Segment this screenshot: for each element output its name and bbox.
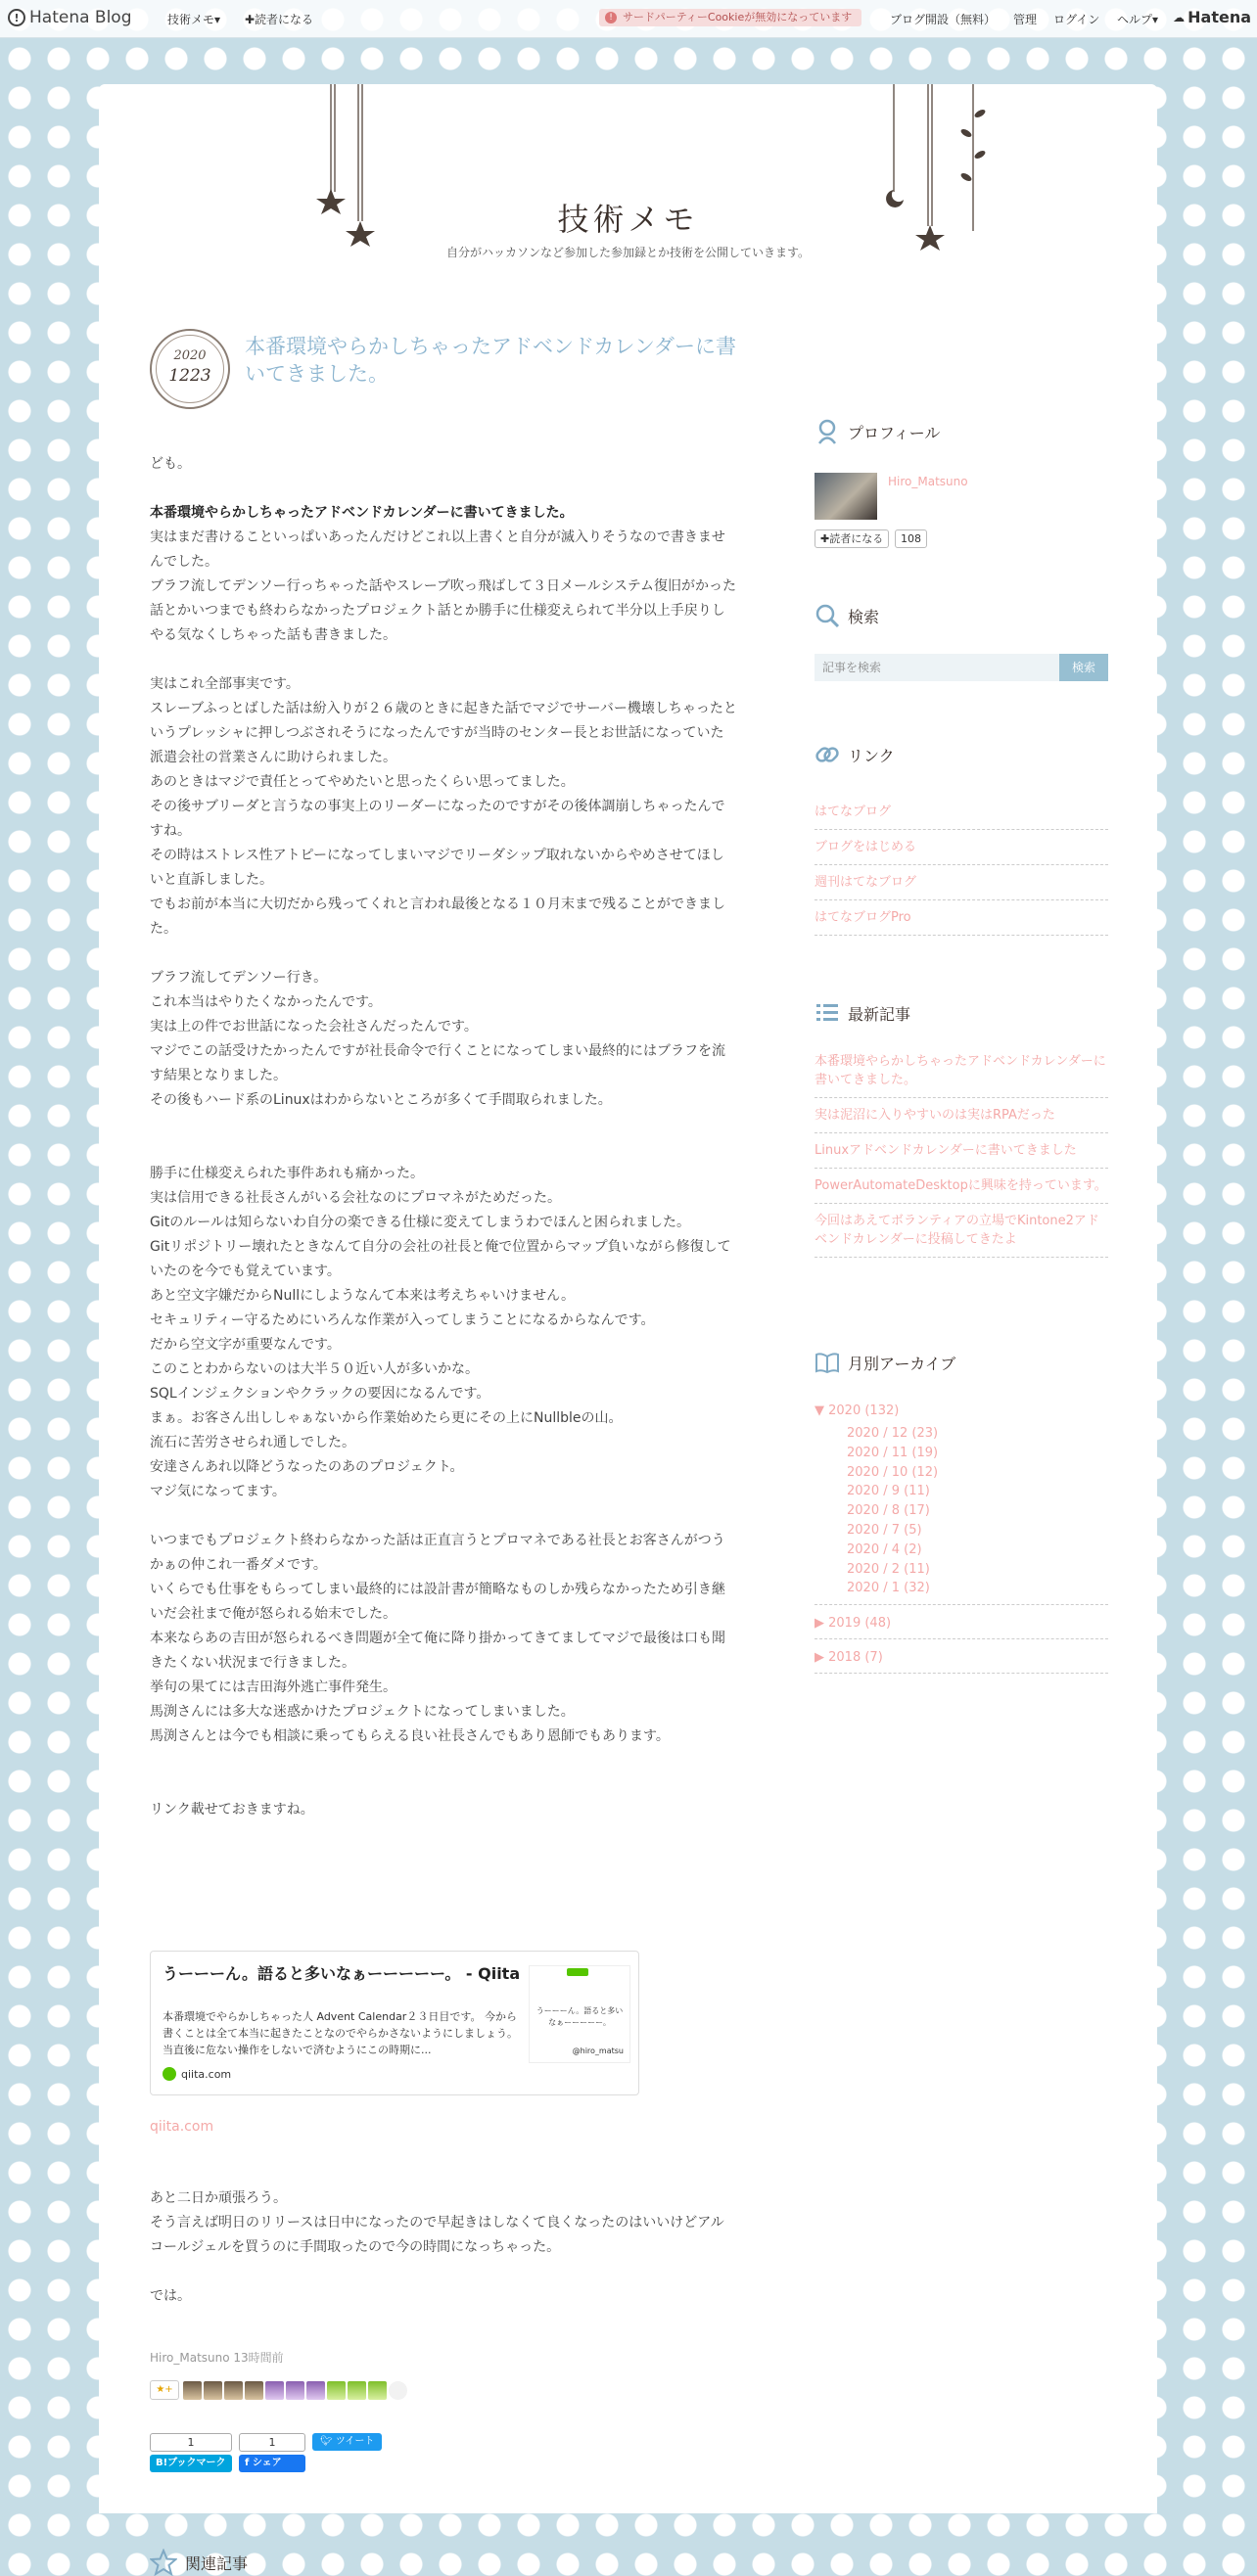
star-user-avatar[interactable]	[306, 2381, 325, 2400]
brand-text: Hatena	[1187, 8, 1251, 26]
reader-count[interactable]: 108	[895, 529, 927, 548]
entry-body	[150, 452, 737, 1822]
avatar[interactable]	[815, 473, 877, 520]
star-user-avatar[interactable]	[389, 2381, 407, 2400]
links-heading	[815, 742, 895, 767]
search-icon	[815, 603, 840, 628]
entry-body-end	[150, 2186, 737, 2309]
blog-description: 自分がハッカソンなど参加した参加録とか技術を公開していきます。	[445, 246, 811, 259]
entry-title[interactable]: 本番環境やらかしちゃったアドベンドカレンダーに書いてきました。	[245, 335, 737, 386]
profile-heading	[815, 419, 940, 444]
date-monthday: 1223	[168, 366, 211, 386]
search-input[interactable]	[815, 654, 1059, 681]
blog-title[interactable]: 技術メモ	[557, 201, 699, 238]
embed-thumbnail	[529, 1965, 630, 2063]
paragraph-gap	[150, 1773, 737, 1798]
recent-item[interactable]: 本番環境やらかしちゃったアドベンドカレンダーに書いてきました。	[815, 1052, 1108, 1098]
open-book-icon	[815, 1350, 840, 1375]
embed-site-text: qiita.com	[181, 2067, 232, 2081]
star-user-avatar[interactable]	[327, 2381, 346, 2400]
date-badge[interactable]	[150, 329, 230, 409]
paragraph: まぁ。お客さん出ししゃぁないから作業始めたら更にその上にNullbleの山。	[150, 1410, 623, 1426]
paragraph: Gitのルールは知らないわ自分の楽できる仕様に変えてしまうわでほんと困られました。	[150, 1215, 690, 1230]
link-embed-card[interactable]	[150, 1951, 639, 2095]
paragraph: このことわからないのは大半５０近い人が多いかな。	[150, 1361, 479, 1377]
paragraph: その後もハード系のLinuxはわからないところが多くて手間取られました。	[150, 1092, 612, 1108]
archive-year-link[interactable]: ▶ 2018 (7)	[815, 1650, 883, 1666]
add-star-button[interactable]: ★+	[150, 2380, 179, 2400]
archive-month[interactable]: 2020 / 4 (2)	[847, 1541, 922, 1557]
paragraph: 馬渕さんとは今でも相談に乗ってもらえる良い社長さんでもあり恩師でもあります。	[150, 1728, 670, 1744]
paragraph: だから空文字が重要なんです。	[150, 1337, 341, 1353]
login-link[interactable]: ログイン	[1053, 13, 1100, 26]
recent-title: 最新記事	[848, 1004, 911, 1024]
hanging-decoration-icon	[99, 84, 1157, 270]
archive-year-link[interactable]: ▼ 2020 (132)	[815, 1403, 900, 1418]
archive-month[interactable]: 2020 / 1 (32)	[847, 1581, 930, 1596]
archive-year-2018[interactable]	[815, 1649, 1108, 1667]
paragraph-gap	[150, 648, 737, 672]
warning-icon: !	[605, 12, 617, 23]
archive-list	[815, 1403, 1108, 1683]
recent-heading	[815, 1000, 910, 1026]
paragraph-gap	[150, 1113, 737, 1137]
paragraph-gap	[150, 942, 737, 966]
paragraph: でもお前が本当に大切だから残ってくれと言われ最後となる１０月末まで残ることができました。	[150, 897, 725, 937]
hatena-blog-logo[interactable]	[8, 8, 132, 27]
link-chain-icon	[815, 742, 840, 767]
paragraph: 実は信用できる社長さんがいる会社なのにプロマネがためだった。	[150, 1190, 561, 1206]
link-item[interactable]: 週刊はてなブログ	[815, 865, 1108, 900]
qiita-tag-icon	[567, 1968, 588, 1976]
blog-menu[interactable]: 技術メモ▾	[167, 13, 221, 26]
search-title: 検索	[848, 607, 880, 626]
divider	[815, 1638, 1108, 1639]
paragraph-gap	[150, 1749, 737, 1773]
search-button[interactable]: 検索	[1059, 654, 1108, 681]
cookie-notice-text: サードパーティーCookieが無効になっています	[623, 11, 853, 23]
paragraph: 流石に苦労させられ通しでした。	[150, 1435, 355, 1450]
archive-heading	[815, 1350, 955, 1375]
qiita-link[interactable]: qiita.com	[150, 2119, 214, 2135]
subscribe-link[interactable]: ✚読者になる	[245, 13, 314, 26]
archive-title: 月別アーカイブ	[848, 1354, 956, 1373]
star-user-avatar[interactable]	[204, 2381, 222, 2400]
embed-description: 本番環境でやらかしちゃった人 Advent Calendar２３日目です。 今から書くことは全て本当に起きたことなのでやらかさないようにしましょう。 当直後に危ない操作をしないで済むようにこの時期に...	[163, 2010, 518, 2056]
thumb-text: うーーーん。語ると多いなぁーーーーー。	[535, 2006, 624, 2027]
divider	[815, 1604, 1108, 1605]
help-menu[interactable]: ヘルプ▾	[1117, 13, 1159, 26]
logo-text: Hatena Blog	[29, 8, 132, 27]
search-heading	[815, 603, 879, 628]
link-item[interactable]: ブログをはじめる	[815, 830, 1108, 865]
archive-month[interactable]: 2020 / 7 (5)	[847, 1522, 922, 1538]
paragraph: 実は上の件でお世話になった会社さんだったんです。	[150, 1019, 478, 1035]
star-user-avatar[interactable]	[368, 2381, 387, 2400]
profile-title: プロフィール	[848, 423, 941, 442]
star-user-avatar[interactable]	[224, 2381, 243, 2400]
star-bar	[150, 2380, 409, 2400]
embed-site	[163, 2067, 231, 2081]
hatena-logo-icon: !	[8, 9, 25, 26]
paragraph: では。	[150, 2288, 191, 2304]
share-count: 1	[239, 2433, 305, 2452]
bookmark-button[interactable]: B!ブックマーク	[150, 2455, 232, 2472]
paragraph: 実はこれ全部事実です。	[150, 676, 300, 692]
paragraph: 本番環境やらかしちゃったアドベンドカレンダーに書いてきました。	[150, 505, 574, 521]
facebook-share-widget[interactable]	[239, 2433, 305, 2472]
star-outline-icon	[150, 2549, 177, 2576]
paragraph: マジでこの話受けたかったんですが社長命令で行くことになってしまい最終的にはブラフを流す結果となりました。	[150, 1043, 725, 1083]
archive-year-link[interactable]: ▶ 2019 (48)	[815, 1616, 892, 1632]
star-user-avatar[interactable]	[348, 2381, 366, 2400]
paragraph: 勝手に仕様変えられた事件あれも痛かった。	[150, 1166, 424, 1181]
tweet-label: ツイート	[335, 2436, 375, 2447]
related-title: 関連記事	[185, 2553, 249, 2573]
paragraph: これ本当はやりたくなかったんです。	[150, 994, 382, 1010]
star-user-avatar[interactable]	[286, 2381, 304, 2400]
paragraph: あと空文字嫌だからNullにしようなんて本来は考えちゃいけません。	[150, 1288, 575, 1304]
paragraph: Gitリポジトリー壊れたときなんて自分の会社の社長と俺で位置からマップ負いながら修復していたのを今でも覚えています。	[150, 1239, 731, 1279]
paragraph: いくらでも仕事をもらってしまい最終的には設計書が簡略なものしか残らなかったため引き継いだ会社まで俺が怒られる始末でした。	[150, 1582, 725, 1622]
top-navbar	[0, 0, 1257, 38]
archive-month[interactable]: 2020 / 11 (19)	[847, 1445, 939, 1460]
links-title: リンク	[848, 746, 895, 765]
profile-icon	[815, 419, 840, 444]
profile-name[interactable]: Hiro_Matsuno	[888, 475, 968, 488]
archive-year-2019[interactable]	[815, 1615, 1108, 1633]
paragraph: 本来ならあの吉田が怒られるべき問題が全て俺に降り掛かってきてましてマジで最後は口も聞きたくない状況まで行きました。	[150, 1631, 725, 1671]
qiita-favicon-icon	[163, 2067, 176, 2081]
paragraph-gap	[150, 1137, 737, 1162]
facebook-share-button[interactable]: f シェア	[239, 2455, 305, 2472]
recent-item[interactable]: PowerAutomateDesktopに興味を持っています。	[815, 1169, 1108, 1204]
link-item[interactable]: はてなブログPro	[815, 900, 1108, 936]
hatena-brand[interactable]	[1173, 8, 1251, 26]
hatena-cloud-icon: ☁	[1173, 10, 1186, 24]
paragraph: いつまでもプロジェクト終わらなかった話は正直言うとプロマネである社長とお客さんがつうかぁの仲これ一番ダメです。	[150, 1533, 725, 1573]
embed-title[interactable]: うーーーん。語ると多いなぁーーーーー。 - Qiita	[163, 1964, 521, 1983]
archive-month[interactable]: 2020 / 2 (11)	[847, 1561, 930, 1577]
cookie-notice[interactable]	[599, 9, 861, 26]
paragraph: マジ気になってます。	[150, 1484, 286, 1499]
related-articles-heading	[150, 2549, 248, 2576]
blog-header	[99, 84, 1157, 270]
admin-link[interactable]: 管理	[1013, 13, 1038, 26]
twitter-bird-icon: 🐦︎	[320, 2436, 336, 2447]
paragraph: ブラフ流してデンソー行き。	[150, 970, 328, 986]
thumb-user: @hiro_matsu	[572, 2047, 624, 2055]
paragraph: その後サブリーダと言うなの事実上のリーダーになったのですがその後体調崩しちゃったんですね。	[150, 799, 725, 839]
paragraph: ブラフ流してデンソー行っちゃった話やスレーブ吹っ飛ばして３日メールシステム復旧がかった話とかいつまでも終わらなかったプロジェクト話とか勝手に仕様変えられて半分以上手戻りしやる気なくしちゃった話も書きました。	[150, 578, 736, 643]
paragraph-gap	[150, 477, 737, 501]
archive-month[interactable]: 2020 / 10 (12)	[847, 1464, 939, 1480]
archive-year-2020[interactable]	[815, 1403, 1108, 1420]
archive-month[interactable]: 2020 / 9 (11)	[847, 1484, 930, 1499]
paragraph: SQLインジェクションやクラックの要因になるんです。	[150, 1386, 490, 1402]
link-item[interactable]: はてなブログ	[815, 797, 1108, 830]
list-icon	[815, 1000, 840, 1026]
recent-item[interactable]: Linuxアドベンドカレンダーに書いてきました	[815, 1133, 1108, 1169]
star-user-avatar[interactable]	[265, 2381, 284, 2400]
paragraph: あのときはマジで責任とってやめたいと思ったくらい思ってました。	[150, 774, 575, 790]
paragraph-gap	[150, 2260, 737, 2284]
star-user-avatar[interactable]	[245, 2381, 263, 2400]
recent-item[interactable]: 今回はあえてボランティアの立場でKintone2アドベンドカレンダーに投稿してきたよ	[815, 1204, 1108, 1258]
paragraph: その時はストレス性アトピーになってしまいマジでリーダシップ取れないからやめさせてほしいと直訴しました。	[150, 848, 724, 888]
divider	[815, 1673, 1108, 1674]
tweet-button[interactable]	[312, 2433, 382, 2451]
archive-month[interactable]: 2020 / 8 (17)	[847, 1503, 930, 1519]
paragraph-gap	[150, 1504, 737, 1529]
paragraph: 実はまだ書けることいっぱいあったんだけどこれ以上書くと自分が滅入りそうなので書きませんでした。	[150, 529, 725, 570]
paragraph: スレーブふっとばした話は紛入りが２６歳のときに起きた話でマジでサーバー機壊しちゃったというプレッシャに押しつぶされそうになったんですが当時のセンター長とお世話になっていた派遣会社の営業さんに助けられました。	[150, 701, 737, 765]
date-year: 2020	[173, 348, 207, 363]
open-blog-link[interactable]: ブログ開設（無料）	[890, 13, 997, 26]
paragraph: セキュリティー守るためにいろんな作業が入ってしまうことになるからなんです。	[150, 1312, 655, 1328]
paragraph: あと二日か頑張ろう。	[150, 2190, 287, 2206]
recent-item[interactable]: 実は泥沼に入りやすいのは実はRPAだった	[815, 1098, 1108, 1133]
entry-footer[interactable]: Hiro_Matsuno 13時間前	[150, 2351, 284, 2365]
paragraph: リンク載せておきますね。	[150, 1802, 314, 1817]
paragraph: 馬渕さんには多大な迷惑かけたプロジェクトになってしまいました。	[150, 1704, 575, 1720]
star-user-avatar[interactable]	[183, 2381, 202, 2400]
bookmark-count: 1	[150, 2433, 232, 2452]
paragraph: 挙句の果てには吉田海外逃亡事件発生。	[150, 1679, 396, 1695]
paragraph: 安達さんあれ以降どうなったのあのプロジェクト。	[150, 1459, 464, 1475]
paragraph: そう言えば明日のリリースは日中になったので早起きはしなくて良くなったのはいいけどアルコールジェルを買うのに手間取ったので今の時間になっちゃった。	[150, 2215, 724, 2255]
recent-list	[815, 1052, 1108, 1258]
hatena-bookmark-widget[interactable]	[150, 2433, 232, 2472]
archive-month[interactable]: 2020 / 12 (23)	[847, 1426, 939, 1441]
subscribe-button[interactable]: ✚読者になる	[815, 529, 889, 548]
links-list	[815, 797, 1108, 936]
main-panel	[99, 84, 1157, 2573]
paragraph: ども。	[150, 456, 191, 472]
